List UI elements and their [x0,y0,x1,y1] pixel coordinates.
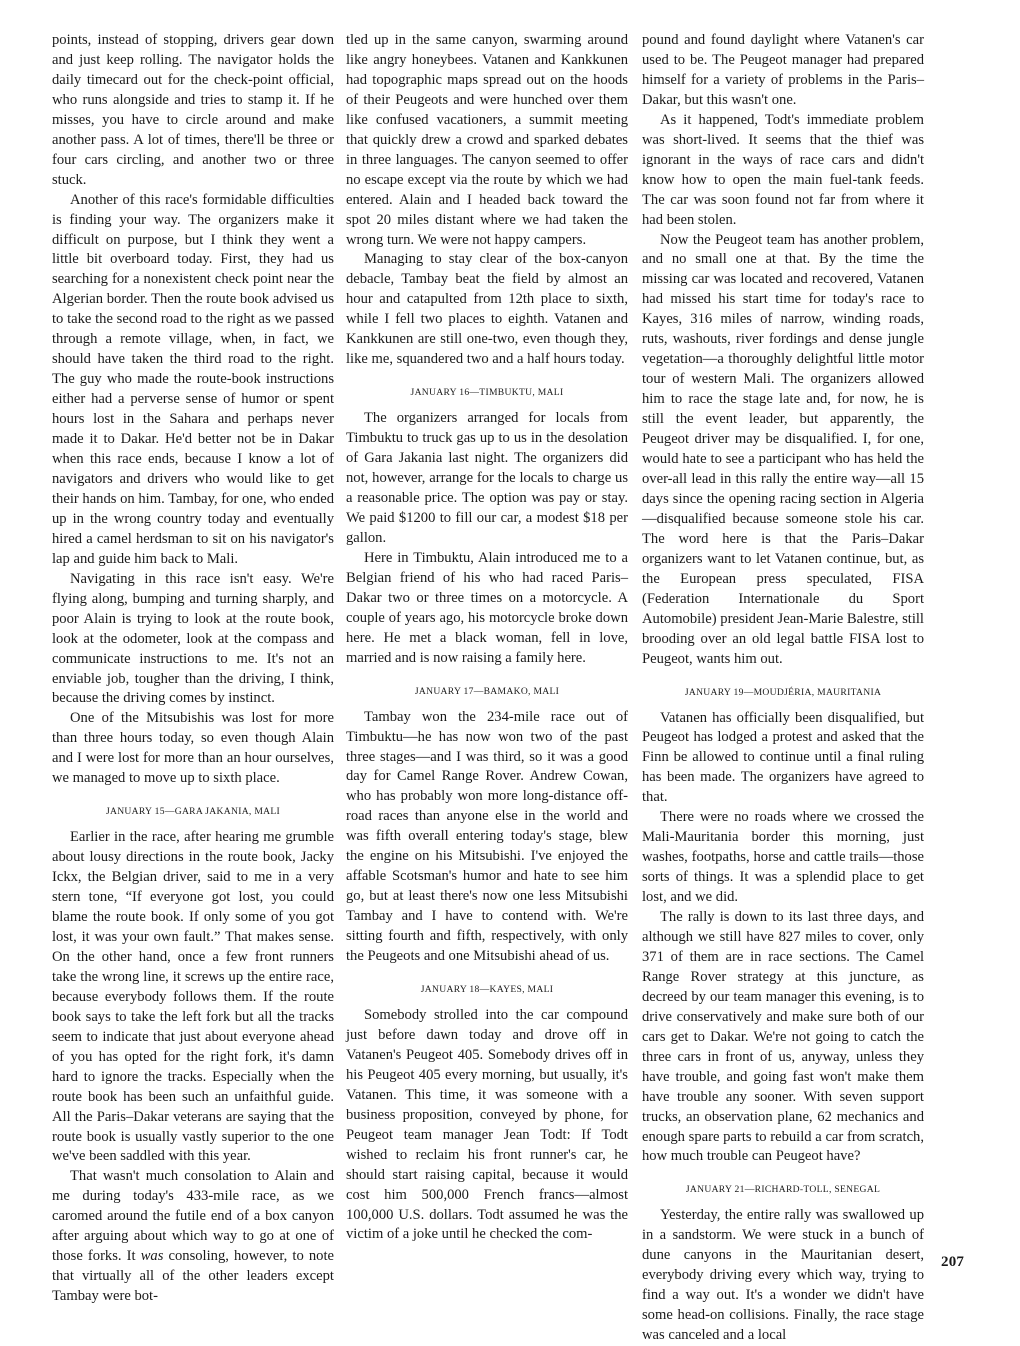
paragraph: pound and found daylight where Vatanen's car used to be. The Peugeot manager had prepared himself for a variety of problems in the Paris–Dakar, but this wasn't one. [642,32,924,108]
paragraph: Earlier in the race, after hearing me grumble about lousy directions in the route book, Jacky Ickx, the Belgian driver, said to me in a very stern tone, “If everyone got lost, you could blame the route book. If only some of you got lost, it was your own fault.” That makes sense. On the other hand, once a few front runners take the wrong line, it screws up the entire race, because everybody follows them. If the route book says to take the left fork but all the tracks seem to indicate that just about everyone ahead of you has opted for the right fork, it's damn hard to ignore the tracks. Especially when the route book has been such an unfaithful guide. All the Paris–Dakar veterans are saying that the route book is usually vastly superior to the one we've been saddled with this year. [52,829,334,1165]
paragraph: The rally is down to its last three days, and although we still have 827 miles to cover, only 371 of them are in race sections. The Camel Range Rover strategy at this juncture, as decreed by our team manager this evening, is to drive conservatively and make sure both of our cars get to Dakar. We're not going to catch the three cars in front of us, anyway, unless they have trouble, and going fast won't make them have trouble any sooner. With seven support trucks, an observation plane, 62 mechanics and enough spare parts to rebuild a car from scratch, how much trouble can Peugeot have? [642,909,924,1165]
text-run: That wasn't much consolation to Alain and me during today's 433-mile race, as we caromed around the futile end of a box canyon after arguing about which way to go at one of those forks. It [52,1168,334,1265]
column-3 [642,31,924,1346]
paragraph: Tambay won the 234-mile race out of Timbuktu—he has now won two of the past three stages—and I was third, so it was a good day for Camel Range Rover. Andrew Cowan, who has probably won more long-distance off-road races than anyone else in the world and was fifth overall entering today's stage, blew the engine on his Mitsubishi. I've enjoyed the affable Scotsman's humor and hate to see him go, but at least there's now one less Mitsubishi Tambay and I have to contend with. We're sitting fourth and fifth, respectively, with only the Peugeots and one Mitsubishi ahead of us. [346,708,628,965]
dateline: JANUARY 15—GARA JAKANIA, MALI [105,806,281,818]
page-number: 207 [941,1254,965,1270]
paragraph: Another of this race's formidable difficulties is finding your way. The organizers make it difficult on purpose, but I think they went a little bit overboard today. First, they had us searching for a nonexistent check point near the Algerian border. Then the route book advised us to take the second road to the right as we passed through a remote village, when, in fact, we should have taken the third road to the right. The guy who made the route-book instructions either had a perverse sense of humor or spent hours lost in the Sahara and perhaps never made it to Dakar. He'd better not be in Dakar when this race ends, because I know a lot of navigators and drivers who would like to get their hands on him. Tambay, for one, who ended up in the wrong country today and eventually hired a camel herdsman to sit on his navigator's lap and guide him back to Mali. [52,191,334,567]
dateline: JANUARY 16—TIMBUKTU, MALI [410,387,564,399]
paragraph: points, instead of stopping, drivers gear down and just keep rolling. The navigator holds the daily timecard out for the check-point official, who runs alongside and tries to stamp it. If he misses, you have to circle around and make another pass. A lot of times, there'll be three or four cars circling, and another two or three stuck. [52,32,334,188]
dateline: JANUARY 19—MOUDJÉRIA, MAURITANIA [684,686,882,698]
dateline: JANUARY 17—BAMAKO, MALI [414,685,560,697]
paragraph: Now the Peugeot team has another problem, and no small one at that. By the time the missing car was located and recovered, Vatanen had missed his start time for today's race to Kayes, 316 miles of narrow, winding roads, ruts, washouts, river fordings and dense jungle vegetation—a thoroughly delightful little motor tour of western Mali. The organizers allowed him to race the stage late and, for now, he is still the event leader, but apparently, the Peugeot driver may be disqualified. I, for one, would hate to see a participant who has held the over-all lead in this rally the entire way—all 15 days since the opening racing section in Algeria—disqualified because someone stole his car. The word here is that the Paris–Dakar organizers want to let Vatanen continue, but, as the European press speculated, FISA (Federation Internationale du Sport Automobile) president Jean-Marie Balestre, still brooding over an old legal battle FISA lost to Peugeot, wants him out. [642,231,924,667]
paragraph: Vatanen has officially been disqualified, but Peugeot has lodged a protest and asked that the Finn be allowed to continue until a final ruling has been made. The organizers have agreed to that. [642,709,924,806]
paragraph [52,1167,334,1307]
paragraph: The organizers arranged for locals from Timbuktu to truck gas up to us in the desolation of Gara Jakania last night. The organizers did not, however, arrange for the locals to charge us a reasonable price. The option was pay or stay. We paid $1200 to fill our car, a modest $18 per gallon. [346,410,628,546]
paragraph: tled up in the same canyon, swarming around like angry honeybees. Vatanen and Kankkunen had topographic maps spread out on the hoods of their Peugeots and were hunched over them like confused vacationers, a summit meeting that quickly drew a crowd and sparked debates in three languages. The canyon seemed to offer no escape except via the route by which we had entered. Alain and I headed back toward the spot 20 miles distant where we had taken the wrong turn. We were not happy campers. [346,32,628,248]
paragraph: Yesterday, the entire rally was swallowed up in a sandstorm. We were stuck in a bunch of dune canyons in the Mauritanian desert, everybody driving every which way, trying to find a way out. It's a wonder we didn't have some head-on collisions. Finally, the race stage was canceled and a local [642,1207,924,1344]
dateline: JANUARY 18—KAYES, MALI [420,983,554,995]
paragraph: As it happened, Todt's immediate problem was short-lived. It seems that the thief was ignorant in the ways of race cars and didn't know how to open the main fuel-tank feeds. The car was soon found not far from where it had been stolen. [642,111,924,228]
column-2 [346,31,628,1245]
paragraph: Managing to stay clear of the box-canyon debacle, Tambay beat the field by almost an hour and catapulted from 12th place to sixth, while I fell two places to eighth. Vatanen and Kankkunen are still one-two, even though they, like me, squandered two and a half hours today. [346,251,628,368]
paragraph: Here in Timbuktu, Alain introduced me to a Belgian friend of his who had raced Paris–Dakar two or three times on a motorcycle. A couple of years ago, his motorcycle broke down here. He met a black woman, fell in love, married and is now raising a family here. [346,549,628,666]
emphasis: was [140,1248,164,1265]
paragraph: Somebody strolled into the car compound just before dawn today and drove off in Vatanen's Peugeot 405. Somebody drives off in his Peugeot 405 every morning, but usually, it's Vatanen. This time, it was someone with a business proposition, conveyed by phone, for Peugeot team manager Jean Todt: If Todt wished to reclaim his front runner's car, he should start raising capital, because it would cost him 500,000 French francs—almost 100,000 U.S. dollars. Todt assumed he was the victim of a joke until he checked the com- [346,1006,628,1243]
text-run: consoling, however, to note that virtually all of the other leaders except Tambay were bot- [52,1248,335,1305]
paragraph: One of the Mitsubishis was lost for more than three hours today, so even though Alain and I were lost for more than an hour ourselves, we managed to move up to sixth place. [52,710,334,787]
dateline: JANUARY 21—RICHARD-TOLL, SENEGAL [685,1184,881,1196]
paragraph: There were no roads where we crossed the Mali-Mauritania border this morning, just washes, footpaths, horse and cattle trails—those sorts of things. It was a splendid place to get lost, and we did. [642,809,924,906]
column-1 [52,31,334,1307]
paragraph: Navigating in this race isn't easy. We're flying along, bumping and turning sharply, and poor Alain is trying to look at the route book, look at the odometer, look at the compass and communicate instructions to me. It's not an enviable job, tougher than the driving, I think, because the driving comes by instinct. [52,570,334,707]
